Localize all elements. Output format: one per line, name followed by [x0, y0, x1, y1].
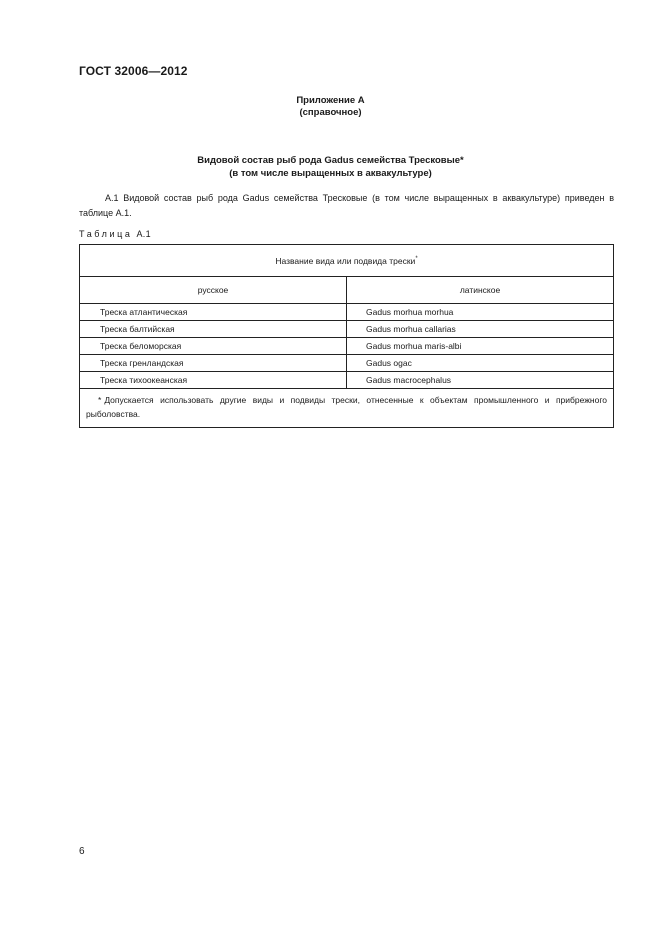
footnote-mark: * — [98, 395, 102, 405]
page-number: 6 — [79, 846, 85, 857]
table-header-footnote-mark: * — [415, 255, 418, 262]
table-header-main-text: Название вида или подвида трески — [275, 255, 416, 266]
annex-subtitle: (справочное) — [299, 107, 362, 118]
table-caption-word: Таблица — [79, 229, 133, 239]
table-row — [80, 338, 614, 355]
species-table — [79, 244, 614, 428]
cell-latin-name: Gadus morhua callarias — [347, 321, 614, 338]
table-caption — [79, 229, 151, 239]
footnote-text: Допускается использовать другие виды и подвиды трески, отнесенные к объектам промышленного и прибрежного рыболовства. — [86, 395, 607, 419]
table-footnote-row — [80, 389, 614, 428]
standard-code: ГОСТ 32006—2012 — [79, 64, 188, 78]
cell-latin-name: Gadus morhua morhua — [347, 304, 614, 321]
table-footnote — [80, 389, 614, 428]
table-row — [80, 321, 614, 338]
column-header-russian: русское — [80, 277, 347, 304]
heading-line-2: (в том числе выращенных в аквакультуре) — [229, 168, 432, 179]
table-header-row — [80, 245, 614, 277]
annex-header — [0, 95, 661, 119]
section-heading — [0, 154, 661, 180]
cell-russian-name: Треска тихоокеанская — [80, 372, 347, 389]
table-caption-number: А.1 — [136, 229, 151, 239]
table-row — [80, 304, 614, 321]
cell-russian-name: Треска балтийская — [80, 321, 347, 338]
table-row — [80, 355, 614, 372]
cell-latin-name: Gadus macrocephalus — [347, 372, 614, 389]
table-header-main — [80, 245, 614, 277]
cell-latin-name: Gadus morhua maris-albi — [347, 338, 614, 355]
cell-latin-name: Gadus ogac — [347, 355, 614, 372]
cell-russian-name: Треска гренландская — [80, 355, 347, 372]
cell-russian-name: Треска беломорская — [80, 338, 347, 355]
column-header-latin: латинское — [347, 277, 614, 304]
table-row — [80, 372, 614, 389]
cell-russian-name: Треска атлантическая — [80, 304, 347, 321]
annex-title: Приложение А — [296, 95, 365, 106]
table-subheader-row — [80, 277, 614, 304]
heading-line-1: Видовой состав рыб рода Gadus семейства Тресковые* — [197, 155, 464, 166]
body-paragraph: А.1 Видовой состав рыб рода Gadus семейства Тресковые (в том числе выращенных в аквакультуре) приведен в таблице А.1. — [79, 193, 614, 218]
